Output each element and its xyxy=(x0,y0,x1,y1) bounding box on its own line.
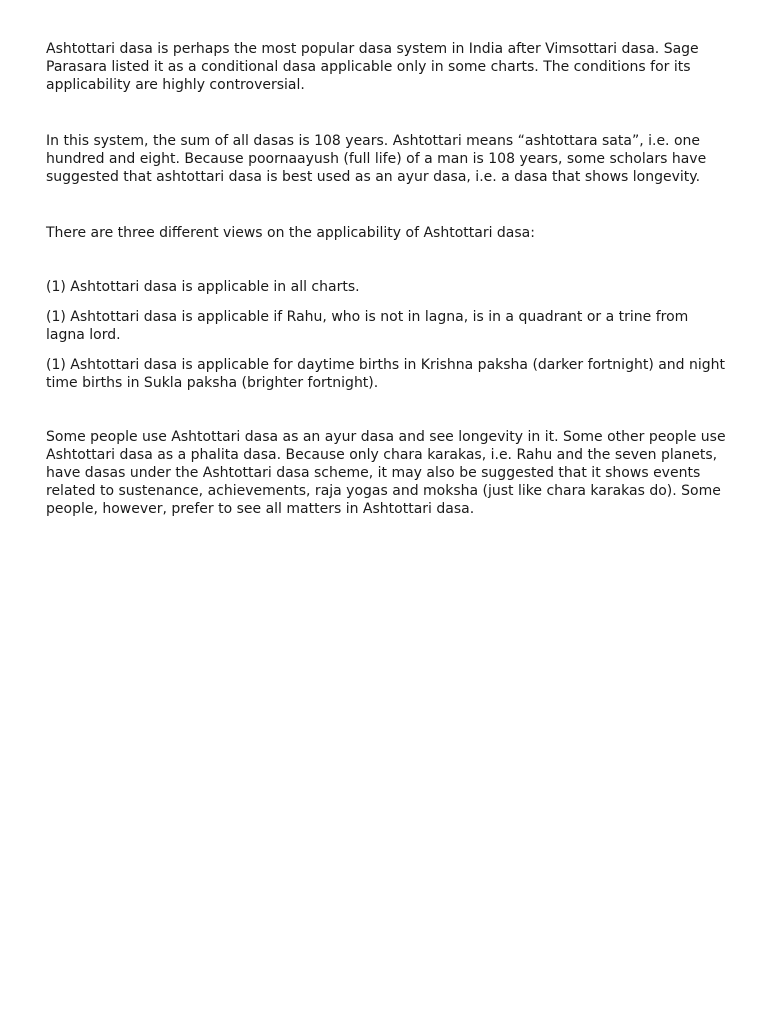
view-item-1: (1) Ashtottari dasa is applicable in all charts. xyxy=(46,279,360,295)
usage-paragraph: Some people use Ashtottari dasa as an ayur dasa and see longevity in it. Some other people use Ashtottari dasa as a phalita dasa. Because only chara karakas, i.e. Rahu and the seven planets, have dasas under the Ashtottari dasa scheme, it may also be suggested that it shows events related to sustenance, achievements, raja yogas and moksha (just like chara karakas do). Some people, however, prefer to see all matters in Ashtottari dasa. xyxy=(46,429,726,517)
views-intro-paragraph: There are three different views on the applicability of Ashtottari dasa: xyxy=(46,225,535,241)
view-item-2: (1) Ashtottari dasa is applicable if Rahu, who is not in lagna, is in a quadrant or a trine from lagna lord. xyxy=(46,309,689,343)
document-body xyxy=(46,40,728,518)
system-paragraph: In this system, the sum of all dasas is 108 years. Ashtottari means “ashtottara sata”, i.e. one hundred and eight. Because poornaayush (full life) of a man is 108 years, some scholars have suggested that ashtottari dasa is best used as an ayur dasa, i.e. a dasa that shows longevity. xyxy=(46,133,707,185)
intro-paragraph: Ashtottari dasa is perhaps the most popular dasa system in India after Vimsottari dasa. Sage Parasara listed it as a conditional dasa applicable only in some charts. The conditions for its applicability are highly controversial. xyxy=(46,41,699,93)
view-item-3: (1) Ashtottari dasa is applicable for daytime births in Krishna paksha (darker fortnight) and night time births in Sukla paksha (brighter fortnight). xyxy=(46,357,726,391)
